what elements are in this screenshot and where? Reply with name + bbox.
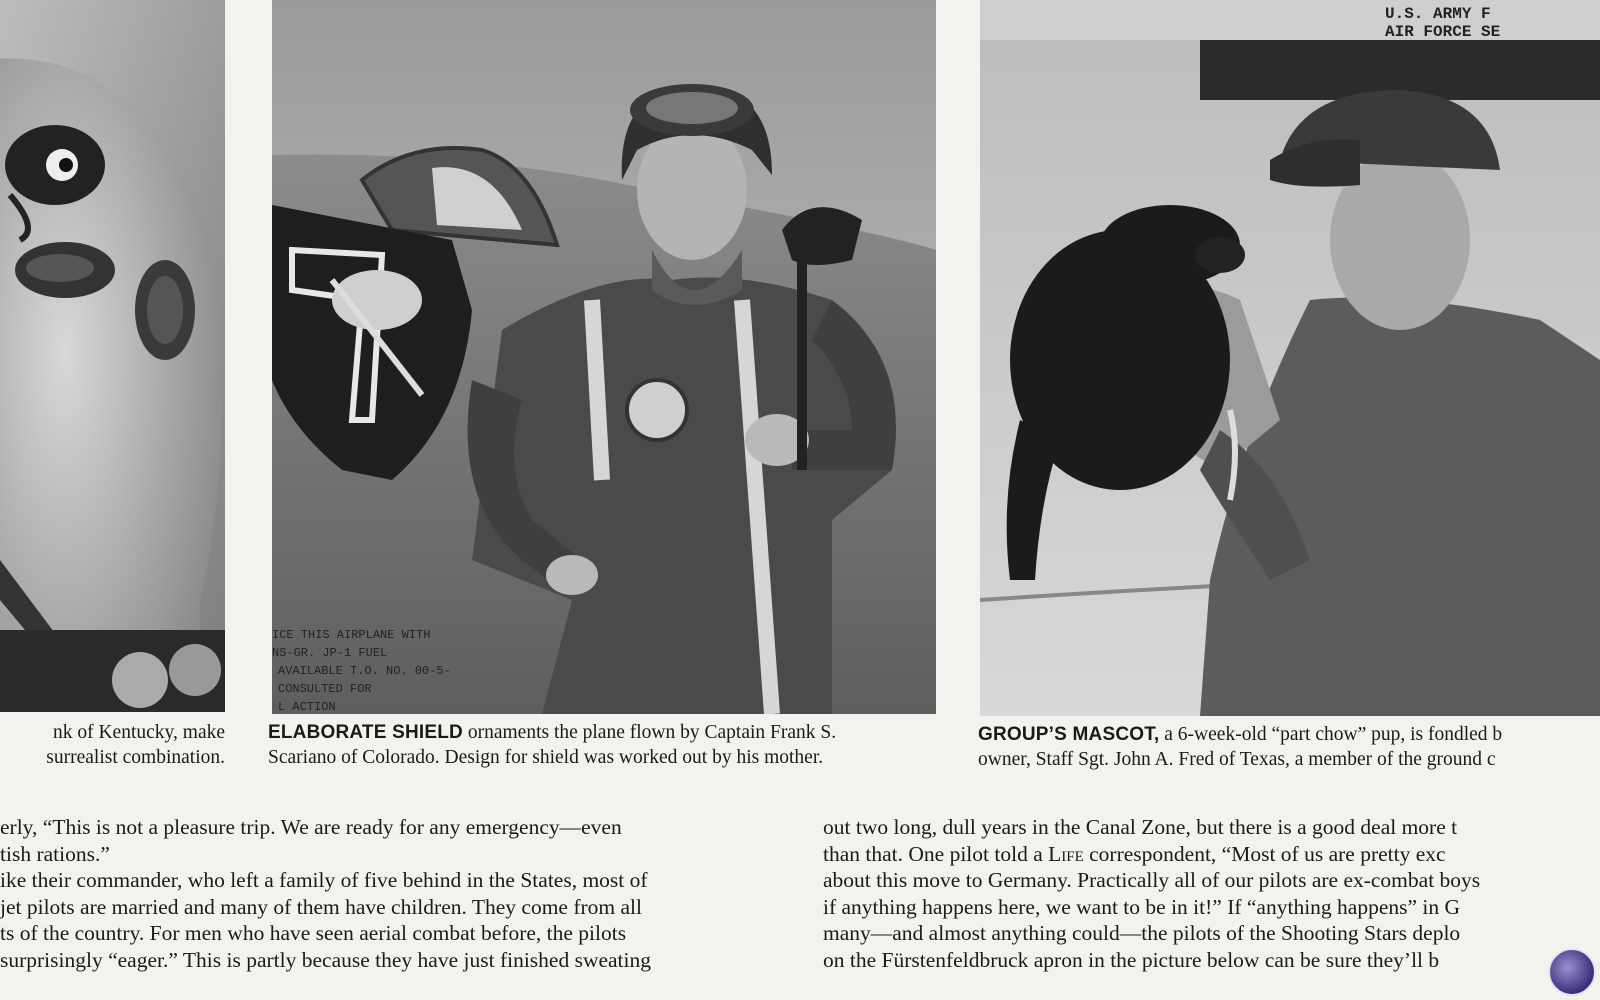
- caption-lead: ELABORATE SHIELD: [268, 722, 463, 743]
- svg-text:AVAILABLE T.O. NO. 00-5-: AVAILABLE T.O. NO. 00-5-: [278, 664, 451, 678]
- body-line: ike their commander, who left a family of five behind in the States, most of: [0, 868, 648, 892]
- caption-left-line-1: nk of Kentucky, make: [52, 722, 225, 743]
- corner-badge-icon: [1548, 948, 1596, 996]
- body-line: erly, “This is not a pleasure trip. We are ready for any emergency—even: [0, 815, 622, 839]
- caption-groups-mascot: [978, 722, 1600, 772]
- body-line: if anything happens here, we want to be in it!” If “anything happens” in G: [823, 894, 1461, 919]
- caption-mid-line-1: [268, 720, 936, 745]
- magazine-name: Life: [1048, 841, 1084, 866]
- caption-left: [0, 720, 225, 770]
- caption-text: a 6-week-old “part chow” pup, is fondled b: [1159, 724, 1503, 745]
- body-line: many—and almost anything could—the pilots of the Shooting Stars deplo: [823, 921, 1461, 945]
- svg-text:AIR FORCE SE: AIR FORCE SE: [1385, 23, 1501, 41]
- svg-text:CONSULTED FOR: CONSULTED FOR: [278, 682, 372, 696]
- stencil-text-right: [1385, 5, 1500, 41]
- svg-text:NS-GR. JP-1 FUEL: NS-GR. JP-1 FUEL: [272, 646, 388, 660]
- mechanic-with-puppy-photo: [980, 0, 1600, 716]
- plane-nose-art-photo: [0, 0, 225, 712]
- body-line: jet pilots are married and many of them have children. They come from all: [0, 894, 642, 919]
- body-line: than that. One pilot told a Life correspondent, “Most of us are pretty exc: [823, 841, 1446, 866]
- pilot-with-plane-photo: [272, 0, 936, 714]
- body-line: surprisingly “eager.” This is partly because they have just finished sweating: [0, 947, 652, 972]
- svg-text:ICE THIS AIRPLANE WITH: ICE THIS AIRPLANE WITH: [272, 628, 431, 642]
- svg-text:U.S. ARMY F: U.S. ARMY F: [1385, 5, 1491, 23]
- caption-text: ornaments the plane flown by Captain Frank S.: [462, 722, 837, 743]
- svg-text:L ACTION: L ACTION: [278, 700, 336, 714]
- body-line: about this move to Germany. Practically all of our pilots are ex-combat boys: [823, 868, 1481, 892]
- article-column-left: [0, 814, 785, 973]
- body-line: tish rations.”: [0, 841, 110, 866]
- caption-left-line-2: surrealist combination.: [46, 747, 225, 768]
- caption-mid-line-2: Scariano of Colorado. Design for shield was worked out by his mother.: [268, 747, 824, 768]
- body-line: ts of the country. For men who have seen aerial combat before, the pilots: [0, 921, 627, 945]
- caption-elaborate-shield: [268, 720, 936, 770]
- article-column-right: [823, 814, 1600, 973]
- caption-right-line-1: [978, 722, 1600, 747]
- body-line: out two long, dull years in the Canal Zone, but there is a good deal more t: [823, 815, 1458, 839]
- body-line: on the Fürstenfeldbruck apron in the picture below can be sure they’ll b: [823, 947, 1440, 972]
- caption-right-line-2: owner, Staff Sgt. John A. Fred of Texas, a member of the ground c: [978, 749, 1496, 770]
- caption-lead: GROUP’S MASCOT,: [978, 724, 1160, 745]
